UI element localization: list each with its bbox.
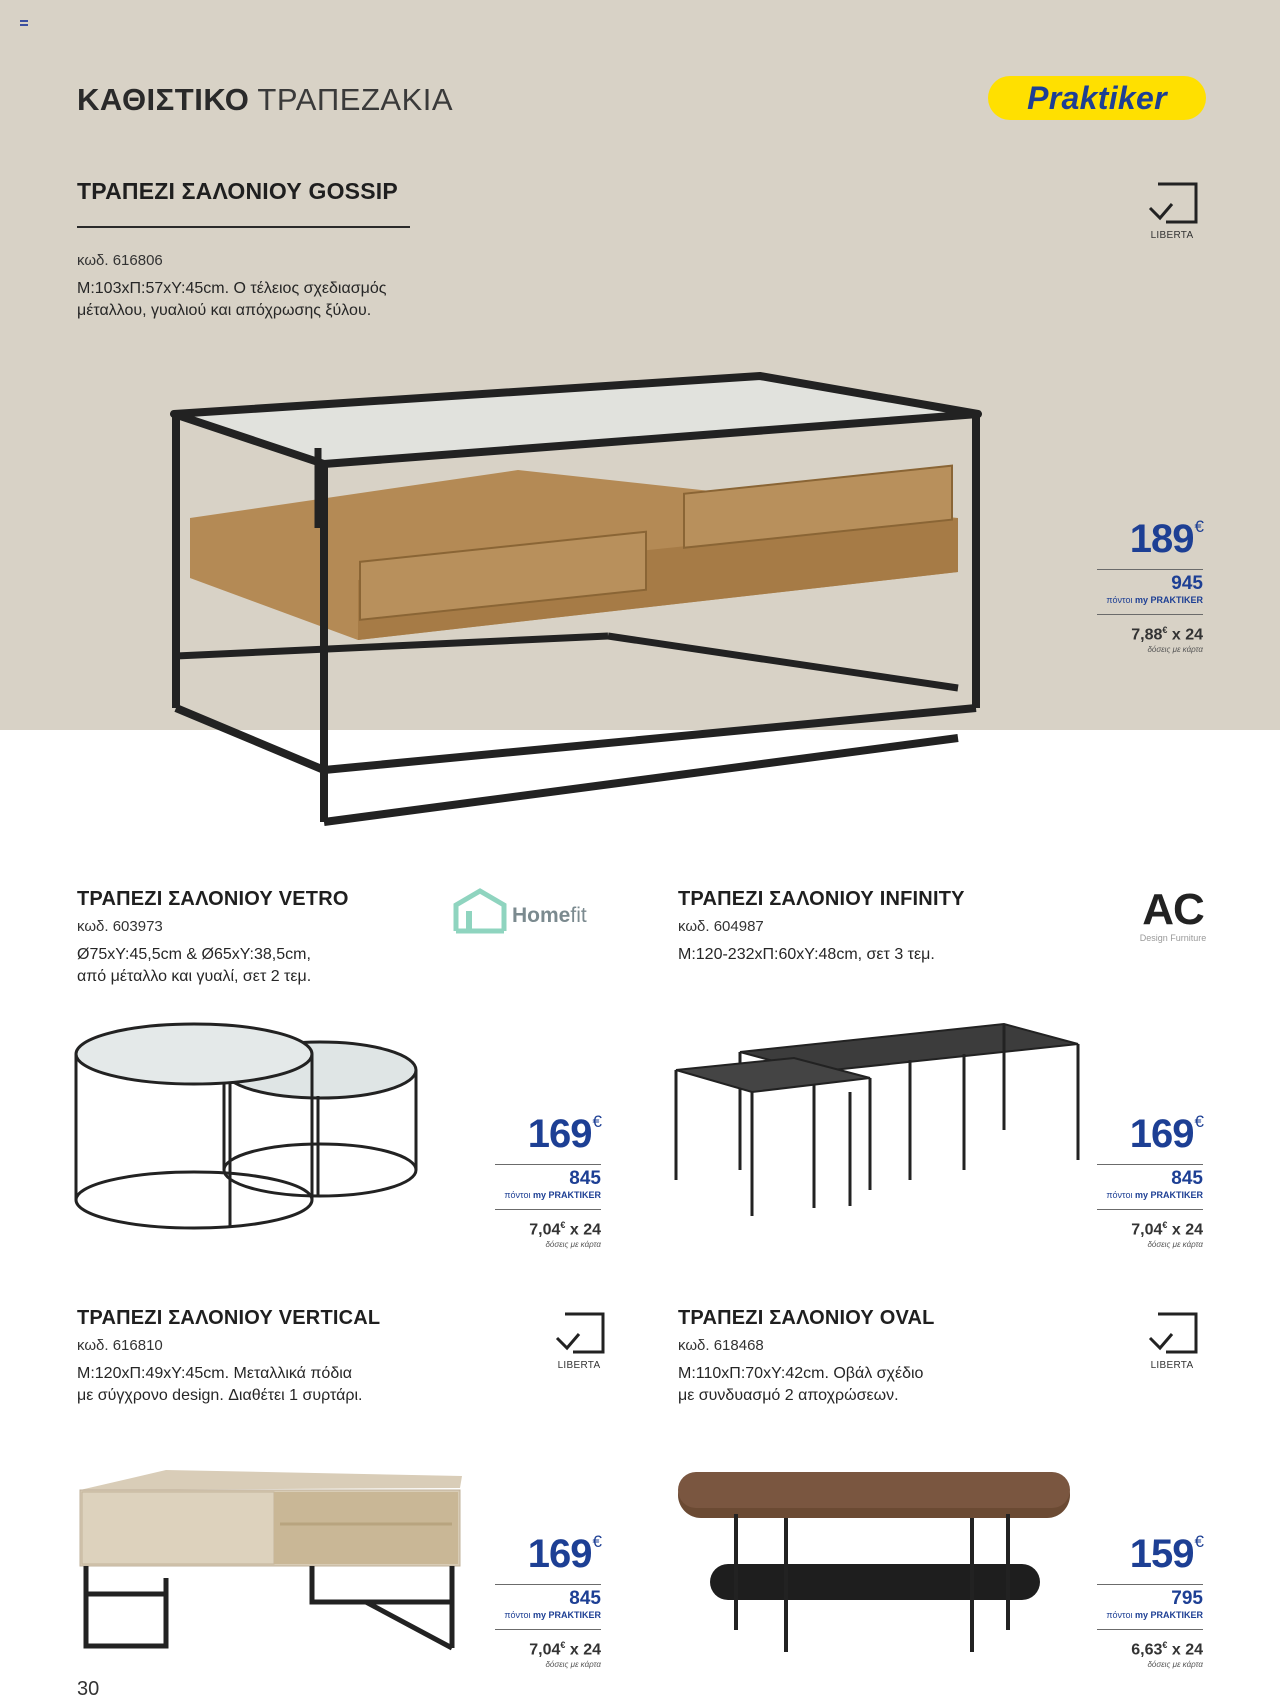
- product-code: κωδ. 616810: [77, 1337, 163, 1354]
- product-title: ΤΡΑΠΕΖΙ ΣΑΛΟΝΙΟΥ GOSSIP: [77, 178, 398, 204]
- price-block: 189€ 945 πόντοι my PRAKTIKER 7,88€ x 24 δόσεις με κάρτα: [1097, 505, 1203, 656]
- price: 159€: [1129, 1532, 1203, 1576]
- vertical-table-image: [76, 1466, 466, 1652]
- praktiker-logo[interactable]: Praktiker: [988, 76, 1206, 120]
- installment: 7,04€ x 24: [529, 1640, 601, 1659]
- product-description: Ø75xΥ:45,5cm & Ø65xΥ:38,5cm, από μέταλλο και γυαλί, σετ 2 τεμ.: [77, 946, 312, 985]
- loyalty-points: 845: [1171, 1168, 1203, 1189]
- product-title: ΤΡΑΠΕΖΙ ΣΑΛΟΝΙΟΥ VERTICAL: [77, 1307, 381, 1329]
- product-title: ΤΡΑΠΕΖΙ ΣΑΛΟΝΙΟΥ OVAL: [678, 1307, 935, 1329]
- gossip-table-image: [168, 368, 988, 830]
- installment: 7,04€ x 24: [529, 1220, 601, 1239]
- product-description: Μ:120xΠ:49xΥ:45cm. Μεταλλικά πόδια με σύγχρονο design. Διαθέτει 1 συρτάρι.: [77, 1365, 363, 1404]
- oval-table-image: [676, 1468, 1072, 1658]
- liberta-logo: LIBERTA: [1141, 1310, 1203, 1371]
- liberta-logo: LIBERTA: [548, 1310, 610, 1371]
- price-block: 169€ 845 πόντοι my PRAKTIKER 7,04€ x 24 δόσεις με κάρτα: [495, 1520, 601, 1671]
- product-title: ΤΡΑΠΕΖΙ ΣΑΛΟΝΙΟΥ VETRO: [77, 888, 349, 910]
- liberta-mark-icon: [551, 1310, 607, 1360]
- price: 169€: [1129, 1112, 1203, 1156]
- house-icon: [452, 887, 508, 935]
- loyalty-points: 845: [569, 1588, 601, 1609]
- price: 189€: [1129, 517, 1203, 561]
- section-title: ΚΑΘΙΣΤΙΚΟ ΤΡΑΠΕΖΑΚΙΑ: [77, 82, 454, 117]
- title-underline: [77, 226, 410, 228]
- product-description: Μ:110xΠ:70xΥ:42cm. Οβάλ σχέδιο με συνδυασμό 2 αποχρώσεων.: [678, 1365, 924, 1404]
- infinity-tables-image: [674, 1020, 1080, 1242]
- product-code: κωδ. 603973: [77, 918, 163, 935]
- price: 169€: [527, 1112, 601, 1156]
- installment: 6,63€ x 24: [1131, 1640, 1203, 1659]
- product-code: κωδ. 604987: [678, 918, 764, 935]
- liberta-mark-icon: [1144, 180, 1200, 230]
- loyalty-points: 845: [569, 1168, 601, 1189]
- vetro-tables-image: [72, 1020, 422, 1232]
- liberta-logo: LIBERTA: [1141, 180, 1203, 241]
- price-block: 169€ 845 πόντοι my PRAKTIKER 7,04€ x 24 δόσεις με κάρτα: [1097, 1100, 1203, 1251]
- product-title: ΤΡΑΠΕΖΙ ΣΑΛΟΝΙΟΥ INFINITY: [678, 888, 965, 910]
- homefit-logo: Homefit: [452, 887, 587, 935]
- price-block: 159€ 795 πόντοι my PRAKTIKER 6,63€ x 24 δόσεις με κάρτα: [1097, 1520, 1203, 1671]
- loyalty-points: 795: [1171, 1588, 1203, 1609]
- product-code: κωδ. 618468: [678, 1337, 764, 1354]
- page-number: 30: [77, 1678, 100, 1700]
- price-block: 169€ 845 πόντοι my PRAKTIKER 7,04€ x 24 δόσεις με κάρτα: [495, 1100, 601, 1251]
- product-code: κωδ. 616806: [77, 252, 163, 269]
- liberta-mark-icon: [1144, 1310, 1200, 1360]
- installment: 7,88€ x 24: [1131, 625, 1203, 644]
- product-description: Μ:120-232xΠ:60xΥ:48cm, σετ 3 τεμ.: [678, 946, 935, 963]
- loyalty-points: 945: [1171, 573, 1203, 594]
- installment: 7,04€ x 24: [1131, 1220, 1203, 1239]
- product-description: Μ:103xΠ:57xΥ:45cm. Ο τέλειος σχεδιασμός μέταλλου, γυαλιού και απόχρωσης ξύλου.: [77, 280, 387, 319]
- price: 169€: [527, 1532, 601, 1576]
- menu-icon[interactable]: [20, 20, 28, 26]
- ac-design-logo: AC Design Furniture: [1139, 885, 1207, 943]
